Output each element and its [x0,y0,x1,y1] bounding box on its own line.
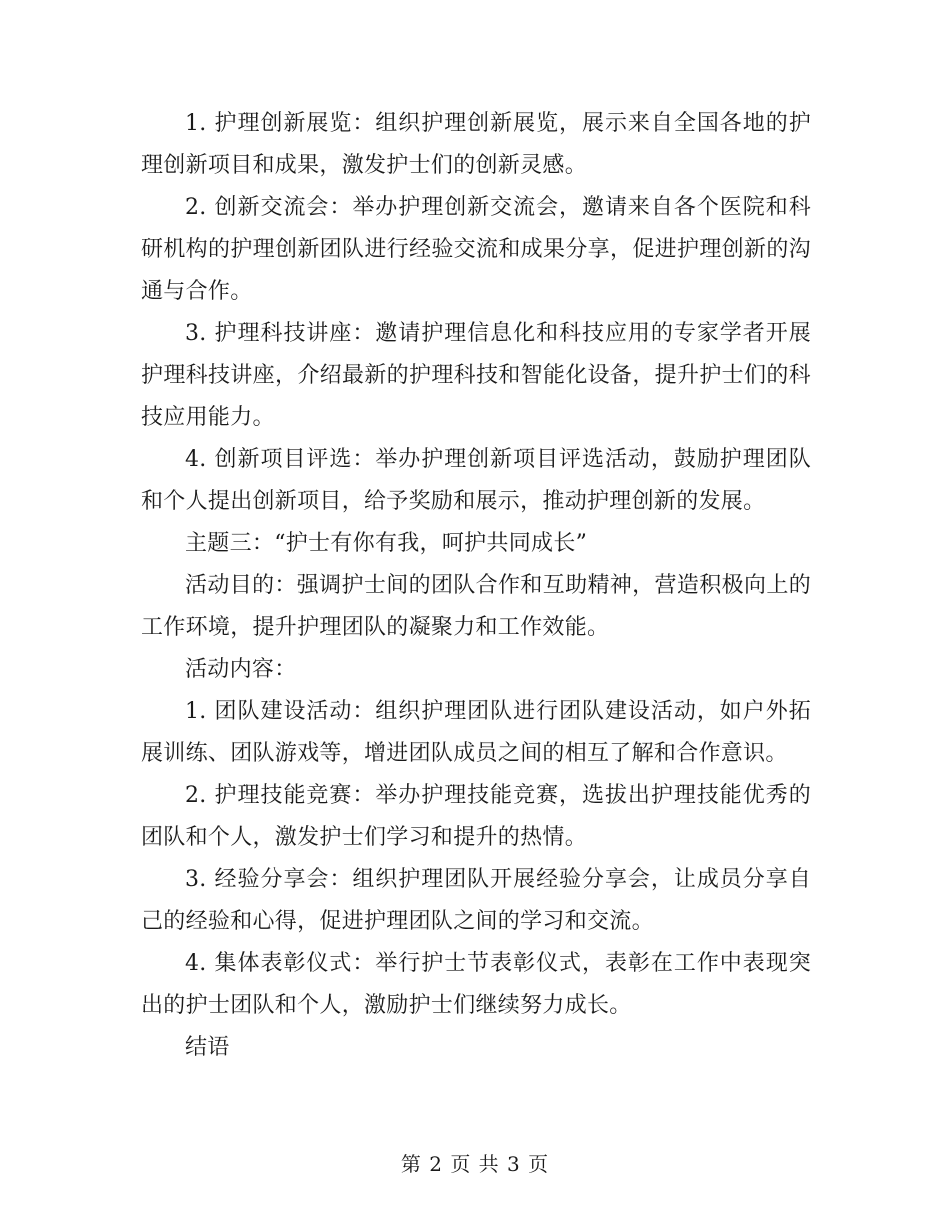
paragraph-skill-competition: 2. 护理技能竞赛：举办护理技能竞赛，选拔出护理技能优秀的团队和个人，激发护士们学习和提升的热情。 [141,783,811,850]
paragraph-experience-sharing: 3. 经验分享会：组织护理团队开展经验分享会，让成员分享自己的经验和心得，促进护理团队之间的学习和交流。 [141,867,811,934]
paragraph-tech-lecture: 3. 护理科技讲座：邀请护理信息化和科技应用的专家学者开展护理科技讲座，介绍最新的护理科技和智能化设备，提升护士们的科技应用能力。 [141,321,811,430]
activity-content-label: 活动内容： [185,657,297,682]
paragraph-activity-purpose: 活动目的：强调护士间的团队合作和互助精神，营造积极向上的工作环境，提升护理团队的凝聚力和工作效能。 [141,573,811,640]
paragraph-team-building: 1. 团队建设活动：组织护理团队进行团队建设活动，如户外拓展训练、团队游戏等，增进团队成员之间的相互了解和合作意识。 [141,699,811,766]
paragraph-exhibition: 1. 护理创新展览：组织护理创新展览，展示来自全国各地的护理创新项目和成果，激发护士们的创新灵感。 [141,111,811,178]
paragraph-project-selection: 4. 创新项目评选：举办护理创新项目评选活动，鼓励护理团队和个人提出创新项目，给予奖励和展示，推动护理创新的发展。 [141,447,811,514]
conclusion-heading: 结语 [185,1035,230,1060]
page-number-footer: 第 2 页 共 3 页 [400,1152,550,1176]
paragraph-exchange-meeting: 2. 创新交流会：举办护理创新交流会，邀请来自各个医院和科研机构的护理创新团队进行经验交流和成果分享，促进护理创新的沟通与合作。 [141,195,811,304]
document-body [141,103,811,1069]
paragraph-commendation: 4. 集体表彰仪式：举行护士节表彰仪式，表彰在工作中表现突出的护士团队和个人，激励护士们继续努力成长。 [141,951,811,1018]
theme-heading: 主题三：“护士有你有我，呵护共同成长” [185,531,588,556]
